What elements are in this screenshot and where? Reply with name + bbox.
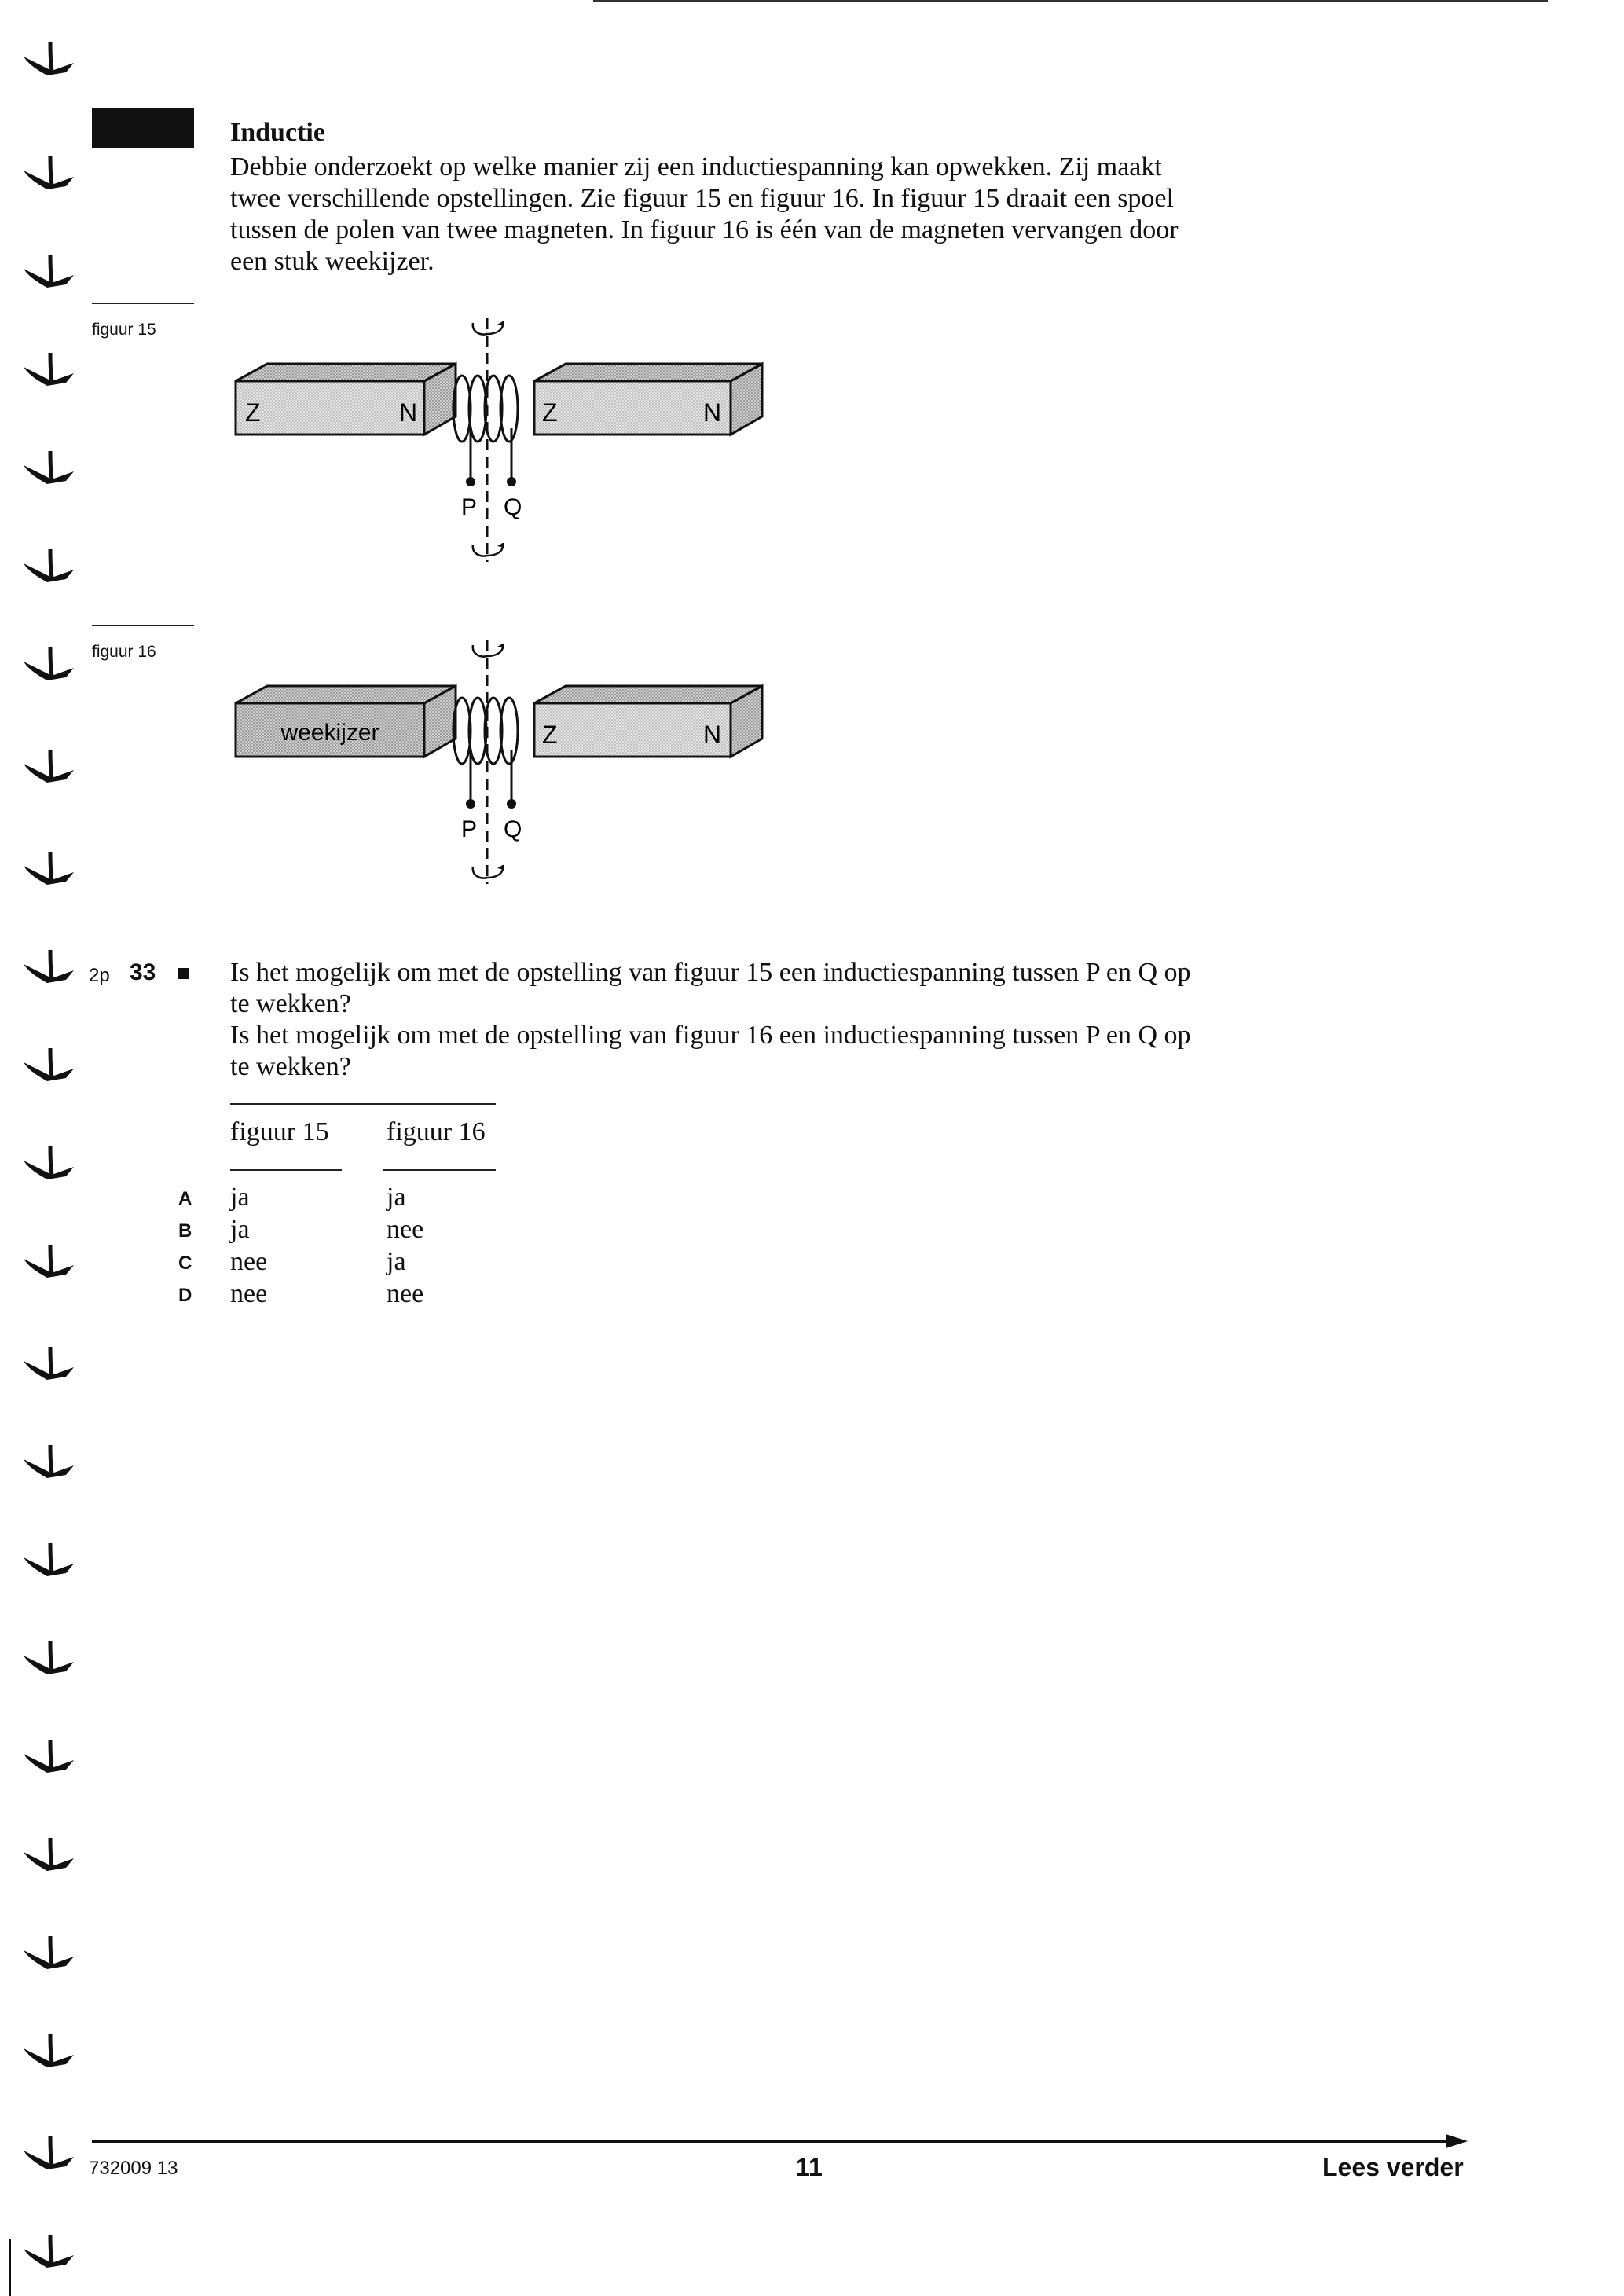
figure-15-diagram [228, 303, 786, 574]
question-line: te wekken? [230, 1052, 351, 1081]
pole-label: N [703, 398, 722, 427]
question-bullet-icon [178, 968, 189, 979]
question-line: Is het mogelijk om met de opstelling van figuur 16 een inductiespanning tussen P en Q op [230, 1021, 1191, 1050]
option-letter: C [178, 1253, 192, 1274]
question-line: Is het mogelijk om met de opstelling van figuur 15 een inductiespanning tussen P en Q op [230, 958, 1191, 987]
option-letter: B [178, 1220, 192, 1242]
pole-label: N [399, 398, 418, 427]
option-fig16: ja [387, 1247, 406, 1276]
pole-label: Z [542, 398, 558, 427]
magnet-top-face [236, 364, 456, 381]
binding-mark-icon [24, 1641, 74, 1674]
arrow-right-icon [1446, 2134, 1468, 2148]
intro-text [230, 152, 1330, 277]
terminal-q [507, 799, 516, 809]
binding-mark-icon [24, 451, 74, 484]
pole-label: Z [542, 721, 558, 749]
figure-16-diagram [228, 625, 786, 896]
option-fig15: ja [230, 1183, 250, 1212]
table-header: figuur 16 [387, 1117, 486, 1146]
binding-mark-icon [24, 549, 74, 582]
section-title: Inductie [230, 118, 325, 147]
binding-mark-icon [24, 1445, 74, 1478]
binding-mark-icon [24, 647, 74, 680]
option-letter: A [178, 1188, 192, 1209]
binding-mark-icon [24, 2235, 74, 2268]
terminal-label: P [461, 816, 478, 842]
intro-line: een stuk weekijzer. [230, 247, 434, 276]
binding-mark-icon [24, 1936, 74, 1969]
figure-label: figuur 16 [92, 643, 156, 661]
terminal-label: Q [504, 816, 522, 842]
intro-line: twee verschillende opstellingen. Zie figuur 15 en figuur 16. In figuur 15 draait een spoel [230, 184, 1174, 213]
terminal-p [466, 799, 475, 809]
terminal-label: P [461, 494, 478, 520]
binding-mark-icon [24, 42, 74, 75]
iron-top-face [236, 686, 456, 703]
binding-marks [16, 39, 79, 2279]
figure-label: figuur 15 [92, 321, 156, 339]
terminal-label: Q [504, 494, 522, 520]
magnet-right [534, 381, 731, 435]
binding-mark-icon [24, 1245, 74, 1278]
section-marker [92, 108, 194, 148]
binding-mark-icon [24, 750, 74, 783]
option-fig15: ja [230, 1215, 250, 1244]
option-fig16: nee [387, 1215, 424, 1244]
table-header-rule [230, 1169, 342, 1171]
binding-mark-icon [24, 1543, 74, 1576]
pole-label: N [703, 721, 722, 749]
intro-line: tussen de polen van twee magneten. In figuur 16 is één van de magneten vervangen door [230, 215, 1179, 244]
table-header: figuur 15 [230, 1117, 329, 1146]
question-line: te wekken? [230, 989, 351, 1018]
exam-code: 732009 13 [89, 2158, 178, 2179]
binding-mark-icon [24, 1740, 74, 1773]
page-number: 11 [796, 2153, 823, 2181]
option-fig15: nee [230, 1279, 268, 1308]
table-top-rule [230, 1103, 496, 1105]
question-text [230, 957, 1330, 1083]
binding-mark-icon [24, 1838, 74, 1871]
binding-mark-icon [24, 2034, 74, 2067]
footer-rule [92, 2140, 1451, 2143]
continue-label: Lees verder [1322, 2153, 1464, 2181]
question-points: 2p [89, 965, 110, 986]
top-rule [593, 0, 1548, 2]
figure-rule [92, 625, 194, 626]
binding-mark-icon [24, 353, 74, 386]
binding-mark-icon [24, 1347, 74, 1380]
option-letter: D [178, 1285, 192, 1306]
binding-mark-icon [24, 156, 74, 189]
terminal-p [466, 477, 475, 486]
binding-mark-icon [24, 1146, 74, 1179]
table-header-rule [383, 1169, 496, 1171]
binding-mark-icon [24, 255, 74, 288]
page-edge-line [9, 2239, 11, 2296]
intro-line: Debbie onderzoekt op welke manier zij een inductiespanning kan opwekken. Zij maakt [230, 152, 1162, 182]
magnet-left [236, 381, 424, 435]
magnet-right [534, 703, 731, 757]
question-number: 33 [130, 959, 156, 985]
binding-mark-icon [24, 2136, 74, 2169]
magnet-top-face [534, 364, 762, 381]
coil [453, 376, 518, 479]
pole-label: Z [245, 398, 261, 427]
iron-label: weekijzer [280, 720, 379, 746]
binding-mark-icon [24, 1048, 74, 1081]
magnet-top-face [534, 686, 762, 703]
terminal-q [507, 477, 516, 486]
binding-mark-icon [24, 950, 74, 983]
figure-rule [92, 303, 194, 304]
binding-mark-icon [24, 852, 74, 885]
option-fig15: nee [230, 1247, 268, 1276]
option-fig16: ja [387, 1183, 406, 1212]
coil [453, 698, 518, 801]
option-fig16: nee [387, 1279, 424, 1308]
